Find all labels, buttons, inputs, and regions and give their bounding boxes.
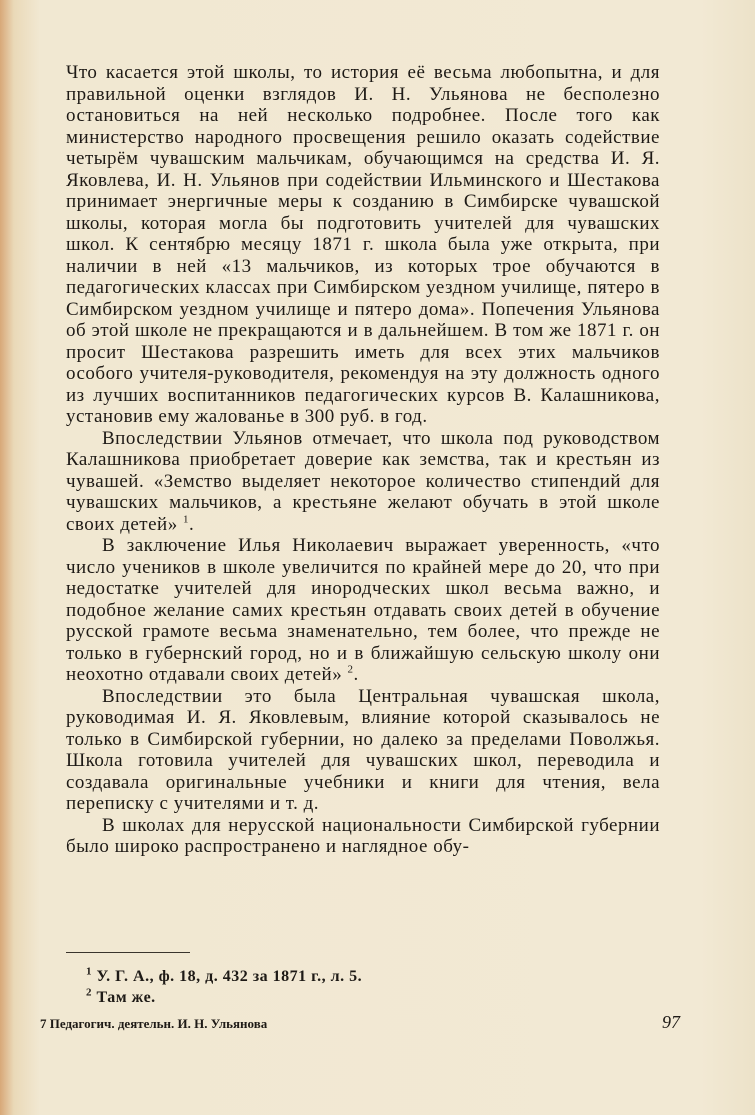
footnote-2 xyxy=(86,987,646,1008)
paragraph-4: Впоследствии это была Центральная чувашская школа, руководимая И. Я. Яковлевым, влияние которой сказывалось не только в Симбирской губернии, но далеко за пределами Поволжья. Школа готовила учителей для чувашских школ, переводила и создавала оригинальные учебники и книги для чтения, вела переписку с учителями и т. д. xyxy=(66,685,660,814)
page-footer xyxy=(40,1012,680,1036)
footnote-1 xyxy=(86,966,646,987)
footnote-ref-1[interactable]: 1 xyxy=(182,513,189,526)
paragraph-3-text: В заключение Илья Николаевич выражает уверенность, «что число учеников в школе увеличится по крайней мере до 20, что при недостатке учителей для инородческих школ весьма важно, и подобное желание самих крестьян отдавать своих детей в обучение русской грамоте весьма знаменательно, тем более, что прежде не только в губернский город, но и в ближайшую сельскую школу они неохотно отдавали своих детей» xyxy=(66,535,660,685)
footnotes xyxy=(86,966,646,1008)
paragraph-5: В школах для нерусской национальности Симбирской губернии было широко распространено и наглядное обу- xyxy=(66,814,660,857)
footnote-ref-2[interactable]: 2 xyxy=(347,663,354,676)
paragraph-2-end: . xyxy=(188,513,195,535)
paragraph-3-end: . xyxy=(353,664,359,685)
footnote-mark: 2 xyxy=(86,986,92,999)
footnote-text: Там же. xyxy=(96,989,156,1006)
page-number: 97 xyxy=(662,1012,680,1032)
paragraph-1: Что касается этой школы, то история её весьма любопытна, и для правильной оценки взглядов И. Н. Ульянова не бесполезно остановиться на ней несколько подробнее. После того как министерство народного просвещения решило оказать содействие четырём чувашским мальчикам, обучающимся на средства И. Я. Яковлева, И. Н. Ульянов при содействии Ильминского и Шестакова принимает энергичные меры к созданию в Симбирске чувашской школы, которая могла бы подготовить учителей для чувашских школ. К сентябрю месяцу 1871 г. школа была уже открыта, при наличии в ней «13 мальчиков, из которых трое обучаются в педагогических классах при Симбирском уездном училище, пятеро в Симбирском уездном училище и пятеро дома». Попечения Ульянова об этой школе не прекращаются и в дальнейшем. В том же 1871 г. он просит Шестакова разрешить иметь для всех этих мальчиков особого учителя-руководителя, рекомендуя на эту должность одного из лучших воспитанников педагогических курсов В. Калашникова, установив ему жалованье в 300 руб. в год. xyxy=(66,62,660,427)
footnote-text: У. Г. А., ф. 18, д. 432 за 1871 г., л. 5. xyxy=(96,968,363,985)
footnote-divider xyxy=(66,952,190,953)
signature-line: 7 Педагогич. деятельн. И. Н. Ульянова xyxy=(40,1016,268,1031)
paragraph-3 xyxy=(66,535,660,686)
paragraph-2-text: Впоследствии Ульянов отмечает, что школа под руководством Калашникова приобретает доверие как земства, так и крестьян из чувашей. «Земство выделяет некоторое количество стипендий для чувашских мальчиков, а крестьяне желают обучать в этой школе своих детей» xyxy=(66,427,660,535)
paragraph-2 xyxy=(66,428,660,536)
footnote-mark: 1 xyxy=(86,965,92,978)
body-text xyxy=(66,62,660,858)
